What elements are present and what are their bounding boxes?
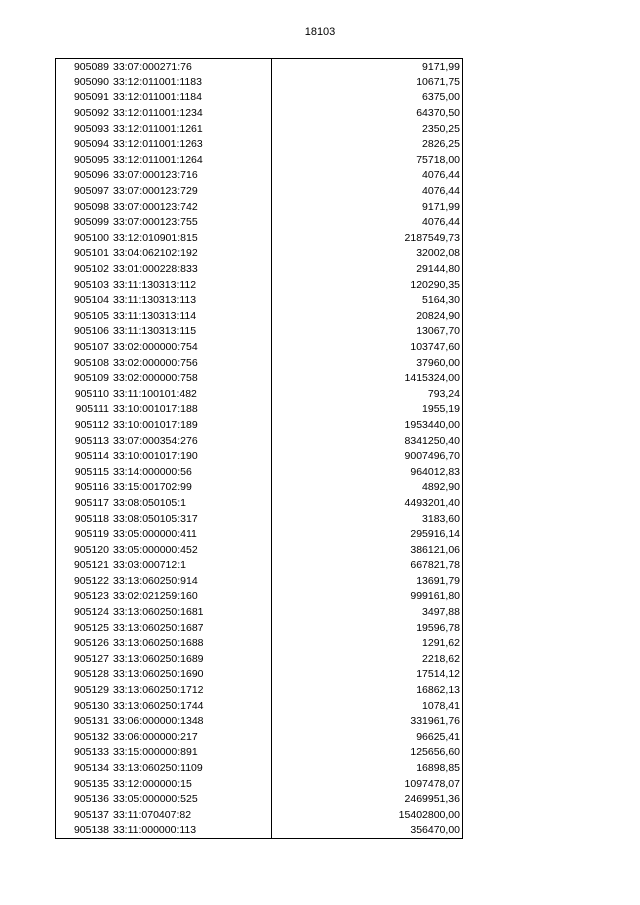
table-row (56, 308, 463, 324)
table-row (56, 682, 463, 698)
table-row (56, 651, 463, 667)
value-cell: 13691,79 (272, 573, 463, 589)
table-row (56, 292, 463, 308)
table-row (56, 168, 463, 184)
row-id-cell: 905120 (56, 542, 112, 558)
table-body (56, 59, 463, 839)
table-row (56, 355, 463, 371)
row-id-cell: 905095 (56, 152, 112, 168)
row-id-cell: 905125 (56, 620, 112, 636)
value-cell: 386121,06 (272, 542, 463, 558)
row-id-cell: 905109 (56, 370, 112, 386)
row-id-cell: 905135 (56, 776, 112, 792)
cadastral-number-cell: 33:02:000000:756 (111, 355, 272, 371)
value-cell: 9171,99 (272, 199, 463, 215)
row-id-cell: 905099 (56, 214, 112, 230)
row-id-cell: 905111 (56, 402, 112, 418)
row-id-cell: 905134 (56, 760, 112, 776)
cadastral-number-cell: 33:10:001017:189 (111, 417, 272, 433)
cadastral-number-cell: 33:13:060250:1712 (111, 682, 272, 698)
row-id-cell: 905107 (56, 339, 112, 355)
value-cell: 16898,85 (272, 760, 463, 776)
cadastral-number-cell: 33:10:001017:190 (111, 448, 272, 464)
table-row (56, 183, 463, 199)
value-cell: 37960,00 (272, 355, 463, 371)
value-cell: 3183,60 (272, 511, 463, 527)
cadastral-number-cell: 33:03:000712:1 (111, 558, 272, 574)
table-row (56, 370, 463, 386)
value-cell: 13067,70 (272, 324, 463, 340)
table-row (56, 59, 463, 75)
cadastral-number-cell: 33:14:000000:56 (111, 464, 272, 480)
value-cell: 2218,62 (272, 651, 463, 667)
cadastral-number-cell: 33:07:000123:755 (111, 214, 272, 230)
value-cell: 2826,25 (272, 136, 463, 152)
value-cell: 295916,14 (272, 526, 463, 542)
row-id-cell: 905123 (56, 589, 112, 605)
table-row (56, 230, 463, 246)
row-id-cell: 905112 (56, 417, 112, 433)
table-row (56, 246, 463, 262)
cadastral-number-cell: 33:05:000000:411 (111, 526, 272, 542)
row-id-cell: 905133 (56, 745, 112, 761)
row-id-cell: 905122 (56, 573, 112, 589)
row-id-cell: 905105 (56, 308, 112, 324)
table-row (56, 324, 463, 340)
row-id-cell: 905115 (56, 464, 112, 480)
value-cell: 15402800,00 (272, 807, 463, 823)
value-cell: 1097478,07 (272, 776, 463, 792)
row-id-cell: 905132 (56, 729, 112, 745)
value-cell: 793,24 (272, 386, 463, 402)
cadastral-number-cell: 33:02:000000:754 (111, 339, 272, 355)
cadastral-number-cell: 33:02:021259:160 (111, 589, 272, 605)
value-cell: 8341250,40 (272, 433, 463, 449)
cadastral-number-cell: 33:08:050105:317 (111, 511, 272, 527)
cadastral-number-cell: 33:07:000123:742 (111, 199, 272, 215)
row-id-cell: 905102 (56, 261, 112, 277)
value-cell: 4493201,40 (272, 495, 463, 511)
table-row (56, 635, 463, 651)
value-cell: 3497,88 (272, 604, 463, 620)
value-cell: 356470,00 (272, 823, 463, 839)
value-cell: 9171,99 (272, 59, 463, 75)
cadastral-number-cell: 33:13:060250:1687 (111, 620, 272, 636)
value-cell: 1415324,00 (272, 370, 463, 386)
value-cell: 29144,80 (272, 261, 463, 277)
row-id-cell: 905108 (56, 355, 112, 371)
cadastral-number-cell: 33:07:000271:76 (111, 59, 272, 75)
value-cell: 4076,44 (272, 168, 463, 184)
table-row (56, 214, 463, 230)
value-cell: 17514,12 (272, 667, 463, 683)
value-cell: 125656,60 (272, 745, 463, 761)
cadastral-number-cell: 33:10:001017:188 (111, 402, 272, 418)
cadastral-number-cell: 33:13:060250:914 (111, 573, 272, 589)
cadastral-number-cell: 33:12:000000:15 (111, 776, 272, 792)
cadastral-number-cell: 33:12:011001:1261 (111, 121, 272, 137)
row-id-cell: 905110 (56, 386, 112, 402)
row-id-cell: 905128 (56, 667, 112, 683)
cadastral-number-cell: 33:04:062102:192 (111, 246, 272, 262)
table-row (56, 277, 463, 293)
value-cell: 4076,44 (272, 214, 463, 230)
value-cell: 6375,00 (272, 90, 463, 106)
value-cell: 1291,62 (272, 635, 463, 651)
cadastral-number-cell: 33:11:130313:112 (111, 277, 272, 293)
cadastral-number-cell: 33:05:000000:452 (111, 542, 272, 558)
table-row (56, 542, 463, 558)
table-row (56, 713, 463, 729)
table-row (56, 199, 463, 215)
row-id-cell: 905090 (56, 74, 112, 90)
value-cell: 32002,08 (272, 246, 463, 262)
table-row (56, 339, 463, 355)
cadastral-number-cell: 33:13:060250:1688 (111, 635, 272, 651)
table-row (56, 480, 463, 496)
row-id-cell: 905093 (56, 121, 112, 137)
row-id-cell: 905101 (56, 246, 112, 262)
value-cell: 9007496,70 (272, 448, 463, 464)
row-id-cell: 905118 (56, 511, 112, 527)
cadastral-number-cell: 33:02:000000:758 (111, 370, 272, 386)
cadastral-number-cell: 33:05:000000:525 (111, 791, 272, 807)
cadastral-number-cell: 33:13:060250:1744 (111, 698, 272, 714)
value-cell: 103747,60 (272, 339, 463, 355)
cadastral-number-cell: 33:12:011001:1184 (111, 90, 272, 106)
table-row (56, 511, 463, 527)
table-row (56, 526, 463, 542)
value-cell: 2187549,73 (272, 230, 463, 246)
row-id-cell: 905130 (56, 698, 112, 714)
cadastral-number-cell: 33:12:011001:1234 (111, 105, 272, 121)
cadastral-number-cell: 33:07:000354:276 (111, 433, 272, 449)
value-cell: 20824,90 (272, 308, 463, 324)
row-id-cell: 905136 (56, 791, 112, 807)
table-row (56, 464, 463, 480)
value-cell: 331961,76 (272, 713, 463, 729)
row-id-cell: 905131 (56, 713, 112, 729)
cadastral-number-cell: 33:12:010901:815 (111, 230, 272, 246)
table-row (56, 760, 463, 776)
cadastral-number-cell: 33:06:000000:217 (111, 729, 272, 745)
table-row (56, 433, 463, 449)
value-cell: 19596,78 (272, 620, 463, 636)
value-cell: 10671,75 (272, 74, 463, 90)
cadastral-number-cell: 33:08:050105:1 (111, 495, 272, 511)
row-id-cell: 905098 (56, 199, 112, 215)
cadastral-number-cell: 33:01:000228:833 (111, 261, 272, 277)
table-row (56, 698, 463, 714)
table-row (56, 729, 463, 745)
table-row (56, 573, 463, 589)
cadastral-number-cell: 33:11:130313:113 (111, 292, 272, 308)
cadastral-number-cell: 33:12:011001:1263 (111, 136, 272, 152)
row-id-cell: 905119 (56, 526, 112, 542)
cadastral-number-cell: 33:13:060250:1681 (111, 604, 272, 620)
row-id-cell: 905092 (56, 105, 112, 121)
table-row (56, 745, 463, 761)
value-cell: 2469951,36 (272, 791, 463, 807)
cadastral-number-cell: 33:11:130313:115 (111, 324, 272, 340)
table-row (56, 823, 463, 839)
cadastral-number-cell: 33:06:000000:1348 (111, 713, 272, 729)
value-cell: 64370,50 (272, 105, 463, 121)
value-cell: 1953440,00 (272, 417, 463, 433)
row-id-cell: 905100 (56, 230, 112, 246)
table-row (56, 105, 463, 121)
table-row (56, 667, 463, 683)
value-cell: 4076,44 (272, 183, 463, 199)
row-id-cell: 905113 (56, 433, 112, 449)
row-id-cell: 905116 (56, 480, 112, 496)
table-row (56, 558, 463, 574)
table-row (56, 261, 463, 277)
page-number: 18103 (304, 26, 336, 38)
cadastral-number-cell: 33:12:011001:1183 (111, 74, 272, 90)
cadastral-number-cell: 33:15:000000:891 (111, 745, 272, 761)
cadastral-number-cell: 33:11:130313:114 (111, 308, 272, 324)
cadastral-number-cell: 33:11:070407:82 (111, 807, 272, 823)
cadastral-number-cell: 33:15:001702:99 (111, 480, 272, 496)
row-id-cell: 905126 (56, 635, 112, 651)
table-row (56, 417, 463, 433)
row-id-cell: 905121 (56, 558, 112, 574)
row-id-cell: 905138 (56, 823, 112, 839)
table-row (56, 386, 463, 402)
cadastral-number-cell: 33:11:100101:482 (111, 386, 272, 402)
row-id-cell: 905089 (56, 59, 112, 75)
value-cell: 4892,90 (272, 480, 463, 496)
row-id-cell: 905097 (56, 183, 112, 199)
table-row (56, 776, 463, 792)
table-row (56, 74, 463, 90)
value-cell: 999161,80 (272, 589, 463, 605)
value-cell: 964012,83 (272, 464, 463, 480)
table-row (56, 121, 463, 137)
row-id-cell: 905114 (56, 448, 112, 464)
row-id-cell: 905124 (56, 604, 112, 620)
table-row (56, 604, 463, 620)
row-id-cell: 905106 (56, 324, 112, 340)
row-id-cell: 905104 (56, 292, 112, 308)
table-row (56, 589, 463, 605)
cadastral-number-cell: 33:13:060250:1689 (111, 651, 272, 667)
table-row (56, 402, 463, 418)
value-cell: 75718,00 (272, 152, 463, 168)
row-id-cell: 905117 (56, 495, 112, 511)
row-id-cell: 905137 (56, 807, 112, 823)
value-cell: 16862,13 (272, 682, 463, 698)
row-id-cell: 905094 (56, 136, 112, 152)
row-id-cell: 905127 (56, 651, 112, 667)
cadastral-number-cell: 33:13:060250:1690 (111, 667, 272, 683)
table-row (56, 791, 463, 807)
row-id-cell: 905096 (56, 168, 112, 184)
cadastral-number-cell: 33:11:000000:113 (111, 823, 272, 839)
table-row (56, 495, 463, 511)
value-cell: 96625,41 (272, 729, 463, 745)
value-cell: 5164,30 (272, 292, 463, 308)
value-cell: 2350,25 (272, 121, 463, 137)
row-id-cell: 905091 (56, 90, 112, 106)
value-cell: 1955,19 (272, 402, 463, 418)
table-row (56, 807, 463, 823)
value-cell: 1078,41 (272, 698, 463, 714)
table-row (56, 136, 463, 152)
cadastral-number-cell: 33:12:011001:1264 (111, 152, 272, 168)
table-row (56, 620, 463, 636)
value-cell: 120290,35 (272, 277, 463, 293)
row-id-cell: 905129 (56, 682, 112, 698)
row-id-cell: 905103 (56, 277, 112, 293)
table-row (56, 448, 463, 464)
cadastral-number-cell: 33:07:000123:729 (111, 183, 272, 199)
table-row (56, 152, 463, 168)
data-table (55, 58, 463, 839)
table-row (56, 90, 463, 106)
cadastral-number-cell: 33:13:060250:1109 (111, 760, 272, 776)
cadastral-number-cell: 33:07:000123:716 (111, 168, 272, 184)
value-cell: 667821,78 (272, 558, 463, 574)
